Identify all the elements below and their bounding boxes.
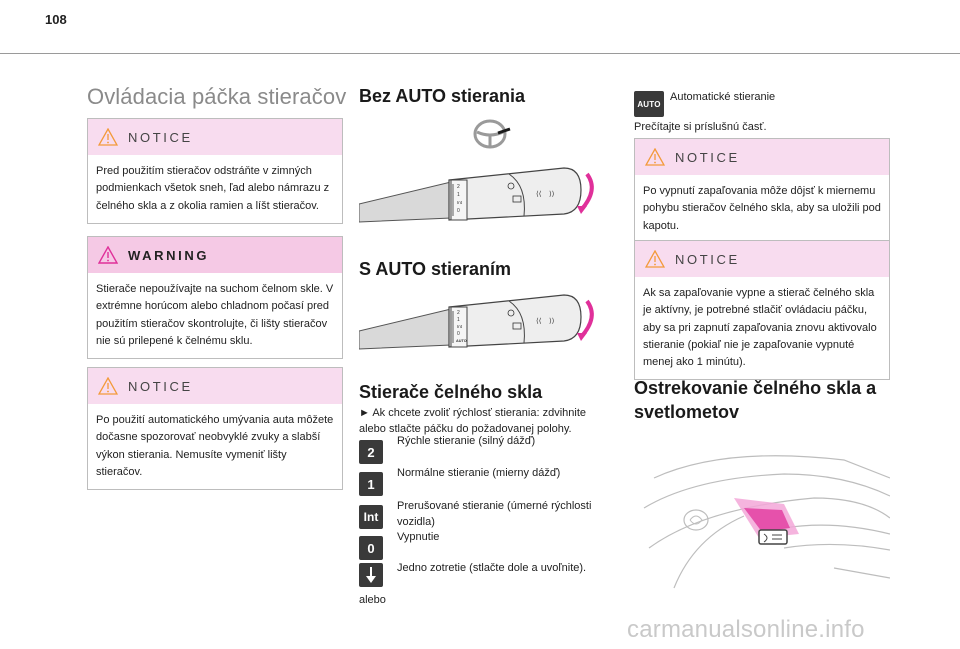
warning-label: WARNING [128, 247, 210, 263]
speed-0-icon: 0 [359, 536, 383, 560]
speed-2-text: Rýchle stieranie (silný dážď) [397, 435, 536, 447]
notice-box-4 [634, 240, 890, 380]
top-divider [0, 53, 960, 54]
notice-label: NOTICE [128, 129, 193, 145]
lever-label: 1 [457, 192, 460, 198]
speed-1-icon: 1 [359, 472, 383, 496]
warning-header [88, 237, 342, 273]
notice-box-2 [87, 367, 343, 490]
page-number: 108 [45, 12, 67, 27]
notice-box-1 [87, 118, 343, 224]
notice-text: Po vypnutí zapaľovania môže dôjsť k miernemu pohybu stieračov čelného skla, aby sa uložili pod kapotu. [643, 185, 881, 232]
speed-1-text: Normálne stieranie (mierny dážď) [397, 467, 561, 479]
heading-windscreen-wipers: Stierače čelného skla [359, 382, 543, 402]
lever-label: 2 [457, 310, 460, 316]
svg-text:⟨⟨: ⟨⟨ [536, 191, 542, 198]
notice-label: NOTICE [675, 251, 740, 267]
caution-triangle-icon [645, 250, 665, 268]
notice-header [635, 139, 889, 175]
svg-text:⟨⟨: ⟨⟨ [536, 318, 542, 325]
warning-box [87, 236, 343, 359]
caution-triangle-icon [98, 377, 118, 395]
down-arrow-icon [364, 566, 378, 584]
notice-label: NOTICE [675, 149, 740, 165]
single-wipe-icon [359, 563, 383, 587]
heading-without-auto: Bez AUTO stierania [359, 86, 526, 106]
notice-header [635, 241, 889, 277]
speed-2-icon: 2 [359, 440, 383, 464]
lever-label: 0 [457, 331, 460, 337]
speed-int-text: Prerušované stieranie (úmerné rýchlosti vozidla) [397, 500, 592, 528]
lever-label: 0 [457, 208, 460, 214]
speed-int-icon: Int [359, 505, 383, 529]
notice-header [88, 368, 342, 404]
steering-wheel-icon [472, 116, 512, 152]
notice-header [88, 119, 342, 155]
lever-label: 2 [457, 184, 460, 190]
notice-text: Po použití automatického umývania auta môžete dočasne spozorovať neobvyklé zvuky a slabší výkon stierania. Nemusíte vymeniť lišty stieračov. [96, 414, 334, 478]
svg-text:⟩⟩: ⟩⟩ [549, 318, 555, 325]
lever-label: Int [457, 200, 463, 205]
caution-triangle-icon [645, 148, 665, 166]
auto-wipe-label: Automatické stieranie [670, 91, 776, 103]
warning-text: Stierače nepoužívajte na suchom čelnom skle. V extrémne horúcom alebo chladnom počasí pred použitím stieračov skontrolujte, či lišty stieračov nie sú prilepené k čelnému sklu. [96, 283, 334, 347]
warning-triangle-icon [98, 246, 118, 264]
speed-off-text: Vypnutie [397, 531, 440, 543]
lever-label: 1 [457, 317, 460, 323]
notice-box-3 [634, 138, 890, 244]
caution-triangle-icon [98, 128, 118, 146]
or-text: alebo [359, 594, 386, 606]
car-front-illustration [634, 438, 890, 598]
wiper-stalk-auto-illustration [359, 287, 609, 359]
auto-wipe-reference: Prečítajte si príslušnú časť. [634, 121, 767, 133]
notice-text: Ak sa zapaľovanie vypne a stierač čelného skla je aktívny, je potrebné stlačiť ovládaciu páčku, aby sa pri zapnutí zapaľovania znovu aktivovalo stieranie (pokiaľ nie je zapaľovanie vypnuté menej ako 1 minútu). [643, 287, 877, 369]
speed-intro: ► Ak chcete zvoliť rýchlosť stierania: zdvihnite alebo stlačte páčku do požadovanej polohy. [359, 407, 587, 435]
watermark: carmanualsonline.info [627, 616, 865, 643]
lever-label: Int [457, 324, 463, 329]
heading-with-auto: S AUTO stieraním [359, 259, 512, 279]
heading-washers: Ostrekovanie čelného skla a svetlometov [634, 378, 877, 422]
auto-wipe-icon: AUTO [634, 91, 664, 117]
lever-label: AUTO [456, 339, 467, 343]
page-title: Ovládacia páčka stieračov [87, 84, 347, 109]
single-wipe-text: Jedno zotretie (stlačte dole a uvoľnite). [397, 562, 587, 574]
wiper-stalk-illustration [359, 160, 609, 232]
notice-label: NOTICE [128, 378, 193, 394]
notice-text: Pred použitím stieračov odstráňte v zimných podmienkach všetok sneh, ľad alebo námrazu z čelného skla a z okolia ramien a líšt stieračov. [96, 165, 330, 212]
svg-text:⟩⟩: ⟩⟩ [549, 191, 555, 198]
